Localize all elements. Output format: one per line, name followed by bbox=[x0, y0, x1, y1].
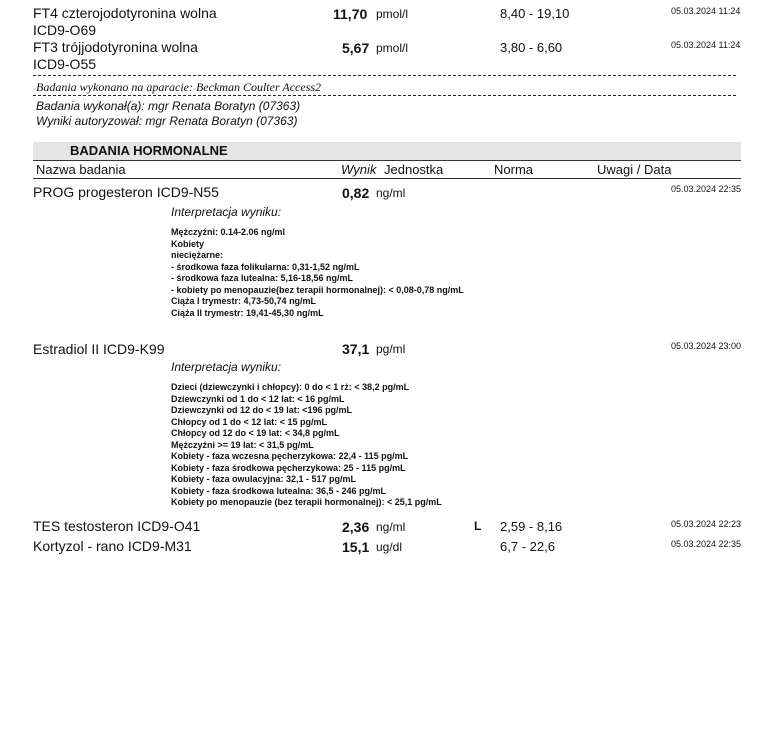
interpretation-line: - środkowa faza folikularna: 0,31-1,52 ng/mL bbox=[171, 261, 360, 272]
result-value: 5,67 bbox=[342, 40, 370, 56]
result-date: 05.03.2024 22:35 bbox=[671, 539, 742, 549]
interpretation-line: Dziewczynki od 1 do < 12 lat: < 16 pg/mL bbox=[171, 393, 345, 404]
test-name: TES testosteron ICD9-O41 bbox=[33, 518, 201, 534]
result-unit: ug/dl bbox=[376, 540, 403, 554]
dashed-divider bbox=[33, 95, 736, 96]
interpretation-line: Kobiety bbox=[171, 238, 205, 249]
interpretation-line: Mężczyźni >= 19 lat: < 31,5 pg/mL bbox=[171, 439, 314, 450]
interpretation-line: Chłopcy od 1 do < 12 lat: < 15 pg/mL bbox=[171, 416, 328, 427]
interpretation-line: Kobiety - faza środkowa lutealna: 36,5 - 246 pg/mL bbox=[171, 485, 387, 496]
result-unit: ng/ml bbox=[376, 186, 406, 200]
authorized-by: Wyniki autoryzował: mgr Renata Boratyn (07363) bbox=[36, 114, 298, 128]
interpretation-line: - kobiety po menopauzie(bez terapii hormonalnej): < 0,08-0,78 ng/mL bbox=[171, 284, 464, 295]
interpretation-line: Ciąża II trymestr: 19,41-45,30 ng/mL bbox=[171, 307, 324, 318]
interpretation-line: Kobiety - faza wczesna pęcherzykowa: 22,4 - 115 pg/mL bbox=[171, 451, 409, 461]
result-unit: pmol/l bbox=[376, 7, 409, 21]
test-name: Kortyzol - rano ICD9-M31 bbox=[33, 538, 192, 554]
header-unit: Jednostka bbox=[384, 162, 444, 177]
header-top-line bbox=[33, 160, 741, 161]
dashed-divider bbox=[33, 75, 736, 76]
result-unit: ng/ml bbox=[376, 520, 406, 534]
interpretation-line: Dzieci (dziewczynki i chłopcy): 0 do < 1 rż: < 38,2 pg/mL bbox=[171, 382, 410, 392]
result-flag: L bbox=[474, 519, 482, 533]
result-norm: 2,59 - 8,16 bbox=[500, 519, 563, 534]
header-remarks: Uwagi / Data bbox=[597, 162, 672, 177]
interpretation-line: Dziewczynki od 12 do < 19 lat: <196 pg/mL bbox=[171, 405, 353, 415]
interpretation-list bbox=[171, 382, 442, 509]
result-date: 05.03.2024 23:00 bbox=[671, 341, 742, 351]
result-unit: pg/ml bbox=[376, 342, 406, 356]
test-name: FT4 czterojodotyronina wolna bbox=[33, 5, 217, 21]
result-value: 2,36 bbox=[342, 519, 370, 535]
apparatus-note: Badania wykonano na aparacie: Beckman Coulter Access2 bbox=[36, 80, 322, 94]
result-unit: pmol/l bbox=[376, 41, 409, 55]
interpretation-line: Kobiety po menopauzie (bez terapii hormonalnej): < 25,1 pg/mL bbox=[171, 497, 442, 507]
result-norm: 8,40 - 19,10 bbox=[500, 6, 570, 21]
result-date: 05.03.2024 11:24 bbox=[671, 40, 741, 50]
result-norm: 3,80 - 6,60 bbox=[500, 40, 563, 55]
interpretation-list bbox=[171, 227, 464, 319]
interpretation-line: nieciężarne: bbox=[171, 250, 224, 260]
interpretation-line: Kobiety - faza środkowa pęcherzykowa: 25 - 115 pg/mL bbox=[171, 462, 406, 473]
interpretation-title: Interpretacja wyniku: bbox=[171, 360, 282, 374]
interpretation-line: - środkowa faza lutealna: 5,16-18,56 ng/mL bbox=[171, 273, 354, 283]
section-title: BADANIA HORMONALNE bbox=[70, 143, 228, 158]
interpretation-line: Kobiety - faza owulacyjna: 32,1 - 517 pg/mL bbox=[171, 474, 357, 484]
performed-by: Badania wykonał(a): mgr Renata Boratyn (07363) bbox=[36, 99, 301, 113]
result-date: 05.03.2024 11:24 bbox=[671, 6, 741, 16]
result-value: 37,1 bbox=[342, 341, 370, 357]
interpretation-line: Chłopcy od 12 do < 19 lat: < 34,8 pg/mL bbox=[171, 428, 340, 438]
interpretation-line: Ciąża I trymestr: 4,73-50,74 ng/mL bbox=[171, 296, 317, 306]
test-code: ICD9-O55 bbox=[33, 56, 97, 72]
test-name: PROG progesteron ICD9-N55 bbox=[33, 184, 219, 200]
result-date: 05.03.2024 22:35 bbox=[671, 184, 742, 194]
header-result: Wynik bbox=[341, 162, 377, 177]
interpretation-line: Mężczyźni: 0.14-2.06 ng/ml bbox=[171, 227, 286, 237]
test-name: FT3 trójjodotyronina wolna bbox=[33, 39, 198, 55]
result-value: 0,82 bbox=[342, 185, 370, 201]
header-bottom-line bbox=[33, 178, 741, 179]
result-date: 05.03.2024 22:23 bbox=[671, 519, 742, 529]
test-code: ICD9-O69 bbox=[33, 22, 97, 38]
interpretation-title: Interpretacja wyniku: bbox=[171, 205, 282, 219]
result-value: 15,1 bbox=[342, 539, 370, 555]
test-name: Estradiol II ICD9-K99 bbox=[33, 341, 165, 357]
result-norm: 6,7 - 22,6 bbox=[500, 539, 555, 554]
header-norm: Norma bbox=[494, 162, 534, 177]
header-name: Nazwa badania bbox=[36, 162, 126, 177]
result-value: 11,70 bbox=[333, 6, 368, 22]
